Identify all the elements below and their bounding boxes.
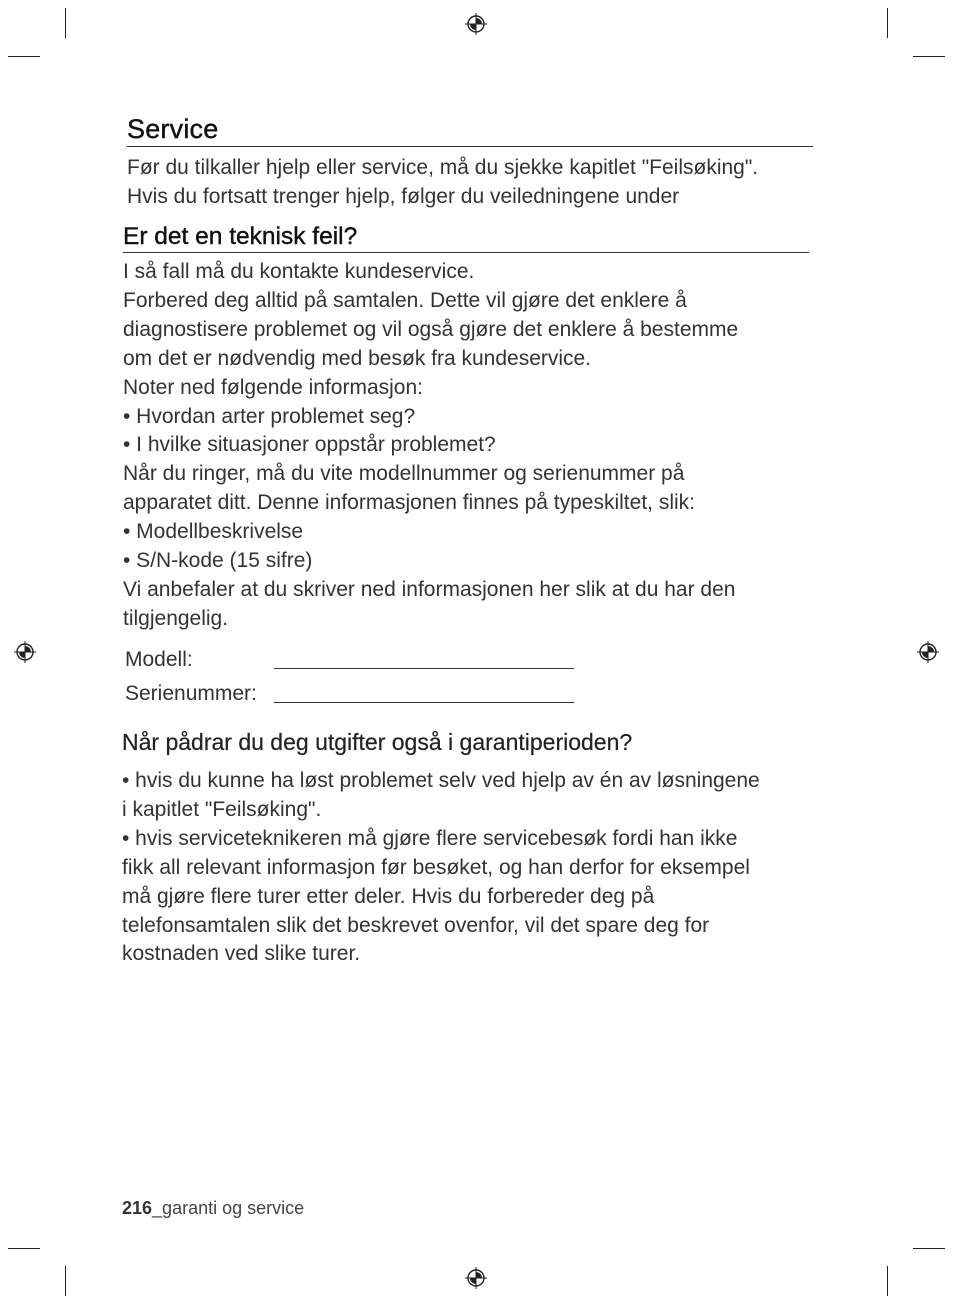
model-field [125,646,193,674]
registration-mark-icon [14,641,36,663]
bullet-item: • Hvordan arter problemet seg? [123,404,416,428]
bullet-item: • S/N-kode (15 sifre) [123,549,313,573]
serial-field [125,680,257,708]
intro-text [127,153,827,211]
body-line: Forbered deg alltid på samtalen. Dette vil gjøre det enklere å [123,288,687,312]
bullet-item: • hvis serviceteknikeren må gjøre flere servicebesøk fordi han ikke [122,826,738,850]
section-heading-costs: Når pådrar du deg utgifter også i garantiperioden? [122,729,633,755]
crop-mark [65,8,66,38]
bullet-item: • hvis du kunne ha løst problemet selv ved hjelp av én av løsningene [122,769,760,792]
model-blank-line [274,668,574,669]
body-line: diagnostisere problemet og vil også gjøre det enklere å bestemme [123,317,739,341]
registration-mark-icon [917,641,939,663]
body-line: telefonsamtalen slik det beskrevet ovenfor, vil det spare deg for [122,913,710,937]
crop-mark [65,1266,66,1296]
crop-mark [8,1248,40,1249]
serial-blank-line [274,702,574,703]
body-line: Vi anbefaler at du skriver ned informasjonen her slik at du har den [123,577,736,601]
body-line: apparatet ditt. Denne informasjonen finnes på typeskiltet, slik: [123,491,695,515]
page-footer [122,1196,304,1220]
section-heading-technical-fault: Er det en teknisk feil? [123,222,809,253]
intro-line: Før du tilkaller hjelp eller service, må du sjekke kapitlet "Feilsøking". [127,156,759,179]
crop-mark [913,1248,945,1249]
section-body-costs [122,767,842,969]
body-line: må gjøre flere turer etter deler. Hvis du forbereder deg på [122,884,655,908]
body-line: kostnaden ved slike turer. [122,942,361,966]
body-line: Noter ned følgende informasjon: [123,375,423,399]
registration-mark-icon [465,13,487,35]
crop-mark [913,56,945,57]
bullet-item: • Modellbeskrivelse [123,520,304,544]
serial-label: Serienummer: [125,682,257,705]
body-line: I så fall må du kontakte kundeservice. [123,260,475,283]
model-label: Modell: [125,648,193,671]
section-body-technical-fault [123,258,833,634]
body-line: Når du ringer, må du vite modellnummer og serienummer på [123,462,685,486]
registration-mark-icon [465,1267,487,1289]
body-line: i kapitlet "Feilsøking". [122,797,322,821]
footer-section-label: _garanti og service [152,1198,305,1218]
page-title: Service [127,113,813,147]
body-line: om det er nødvendig med besøk fra kundeservice. [123,346,592,370]
bullet-item: • I hvilke situasjoner oppstår problemet? [123,433,496,457]
intro-line: Hvis du fortsatt trenger hjelp, følger du veiledningene under [127,185,680,208]
page-number: 216 [122,1198,153,1218]
body-line: tilgjengelig. [123,606,229,630]
body-line: fikk all relevant informasjon før besøket, og han derfor for eksempel [122,855,750,879]
crop-mark [887,8,888,38]
crop-mark [887,1266,888,1296]
crop-mark [8,56,40,57]
